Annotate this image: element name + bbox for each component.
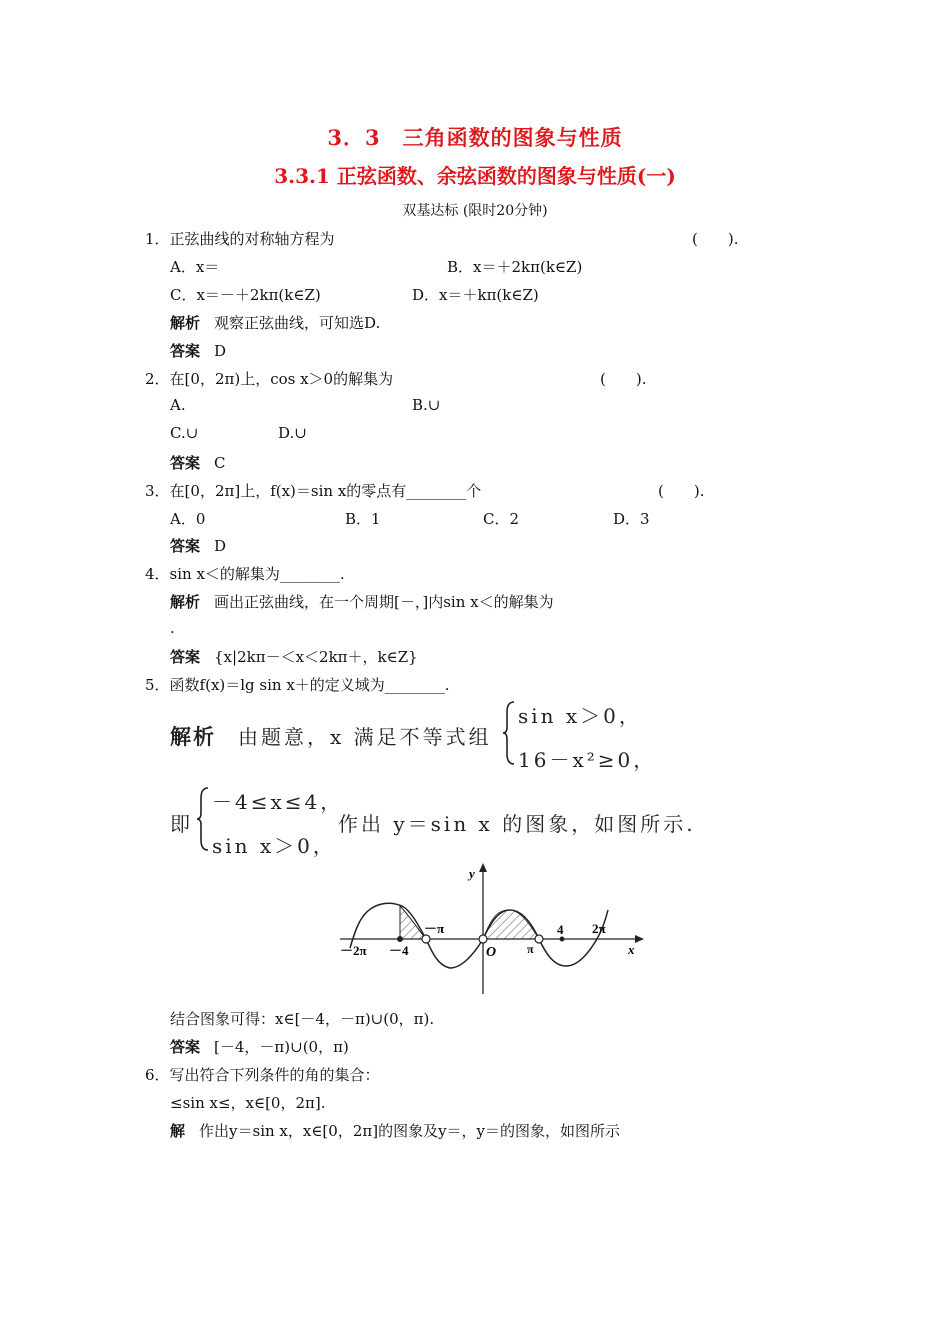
q4-analysis-cont: . <box>170 619 175 637</box>
point-neg4 <box>397 936 403 942</box>
answer-label: 答案 <box>170 648 201 666</box>
q3-option-c: C．2 <box>483 510 520 528</box>
point-negpi-open <box>422 935 430 943</box>
label-origin: O <box>486 945 497 960</box>
analysis-text: 由题意，x 满足不等式组 <box>238 725 492 749</box>
label-y: y <box>469 866 475 881</box>
q1-analysis <box>170 312 380 333</box>
q2-option-b: B.∪ <box>412 396 441 414</box>
draw-instruction: 作出 y＝sin x 的图象，如图所示. <box>338 812 696 836</box>
label-negpi: －π <box>424 921 445 936</box>
answer-value: [－4，－π)∪(0，π) <box>214 1038 349 1056</box>
label-four: 4 <box>557 922 564 937</box>
answer-value: D <box>214 537 227 555</box>
q4-analysis <box>170 591 554 612</box>
ji-label: 即 <box>170 812 193 836</box>
q2-option-d: D.∪ <box>278 424 307 442</box>
q4-answer <box>170 646 418 667</box>
q5-answer <box>170 1036 349 1057</box>
answer-value: {x|2kπ－＜x＜2kπ＋，k∈Z} <box>214 648 418 666</box>
sine-graph <box>330 858 650 1000</box>
system-brace-2 <box>196 786 210 852</box>
answer-label: 答案 <box>170 342 201 360</box>
q3-stem: 3．在[0，2π]上，f(x)＝sin x的零点有________个 <box>145 482 482 500</box>
analysis-label: 解析 <box>170 724 216 749</box>
answer-value: C <box>214 454 226 472</box>
system2-line1: －4≤x≤4， <box>212 790 344 814</box>
shaded-region-left <box>400 906 426 939</box>
q3-option-a: A．0 <box>170 510 206 528</box>
answer-value: D <box>214 342 227 360</box>
system-brace-1 <box>502 700 516 766</box>
q3-option-d: D．3 <box>613 510 650 528</box>
point-pi-open <box>535 935 543 943</box>
analysis-label: 解析 <box>170 593 201 611</box>
exercise-subtitle: 双基达标 (限时20分钟) <box>402 203 548 219</box>
point-origin-open <box>479 935 487 943</box>
q6-solution <box>170 1120 620 1141</box>
analysis-label: 解析 <box>170 314 201 332</box>
q3-answer <box>170 535 226 556</box>
answer-label: 答案 <box>170 1038 201 1056</box>
q5-analysis-line <box>170 721 492 751</box>
q1-option-b: B．x＝＋2kπ(k∈Z) <box>447 258 583 276</box>
system1-line2: 16－x²≥0， <box>518 748 657 772</box>
analysis-text: 观察正弦曲线，可知选D. <box>214 314 381 332</box>
q3-option-b: B．1 <box>345 510 381 528</box>
system2-line2: sin x＞0， <box>212 834 336 858</box>
q1-option-d: D．x＝＋kπ(k∈Z) <box>412 286 539 304</box>
sine-curve <box>350 903 608 968</box>
label-neg2pi: －2π <box>340 943 367 958</box>
label-neg4: －4 <box>389 943 409 958</box>
section-title: 3.3.1 正弦函数、余弦函数的图象与性质(一) <box>274 164 676 188</box>
q5-combine: 结合图象可得：x∈[－4，－π)∪(0，π). <box>170 1010 435 1028</box>
y-axis-arrow <box>479 863 487 872</box>
label-twopi: 2π <box>592 921 606 936</box>
q1-option-c: C．x＝－＋2kπ(k∈Z) <box>170 286 321 304</box>
q3-answer-paren: ( ). <box>658 482 705 500</box>
analysis-text: 画出正弦曲线，在一个周期[－，]内sin x＜的解集为 <box>214 593 554 611</box>
q2-stem: 2．在[0，2π)上，cos x＞0的解集为 <box>145 370 394 388</box>
q1-answer <box>170 340 226 361</box>
q2-answer-paren: ( ). <box>600 370 647 388</box>
q5-stem: 5．函数f(x)＝lg sin x＋的定义域为________. <box>145 676 450 694</box>
label-x: x <box>628 942 635 957</box>
point-four <box>560 937 565 942</box>
q2-option-c: C.∪ <box>170 424 199 442</box>
q6-condition: ≤sin x≤，x∈[0，2π]. <box>170 1094 326 1112</box>
q1-stem: 1．正弦曲线的对称轴方程为 <box>145 230 335 248</box>
q1-answer-paren: ( ). <box>692 230 739 248</box>
q4-stem: 4．sin x＜的解集为________. <box>145 565 345 583</box>
q2-option-a: A. <box>170 396 186 414</box>
page-title: 3．3 三角函数的图象与性质 <box>327 125 623 150</box>
x-axis-arrow <box>635 935 644 943</box>
q2-answer <box>170 452 226 473</box>
solution-label: 解 <box>170 1122 186 1140</box>
solution-text: 作出y＝sin x，x∈[0，2π]的图象及y＝，y＝的图象，如图所示 <box>199 1122 621 1140</box>
q1-option-a: A．x＝ <box>170 258 220 276</box>
answer-label: 答案 <box>170 537 201 555</box>
answer-label: 答案 <box>170 454 201 472</box>
label-pi: π <box>527 942 534 956</box>
system1-line1: sin x＞0， <box>518 704 642 728</box>
q6-stem: 6．写出符合下列条件的角的集合： <box>145 1066 380 1084</box>
